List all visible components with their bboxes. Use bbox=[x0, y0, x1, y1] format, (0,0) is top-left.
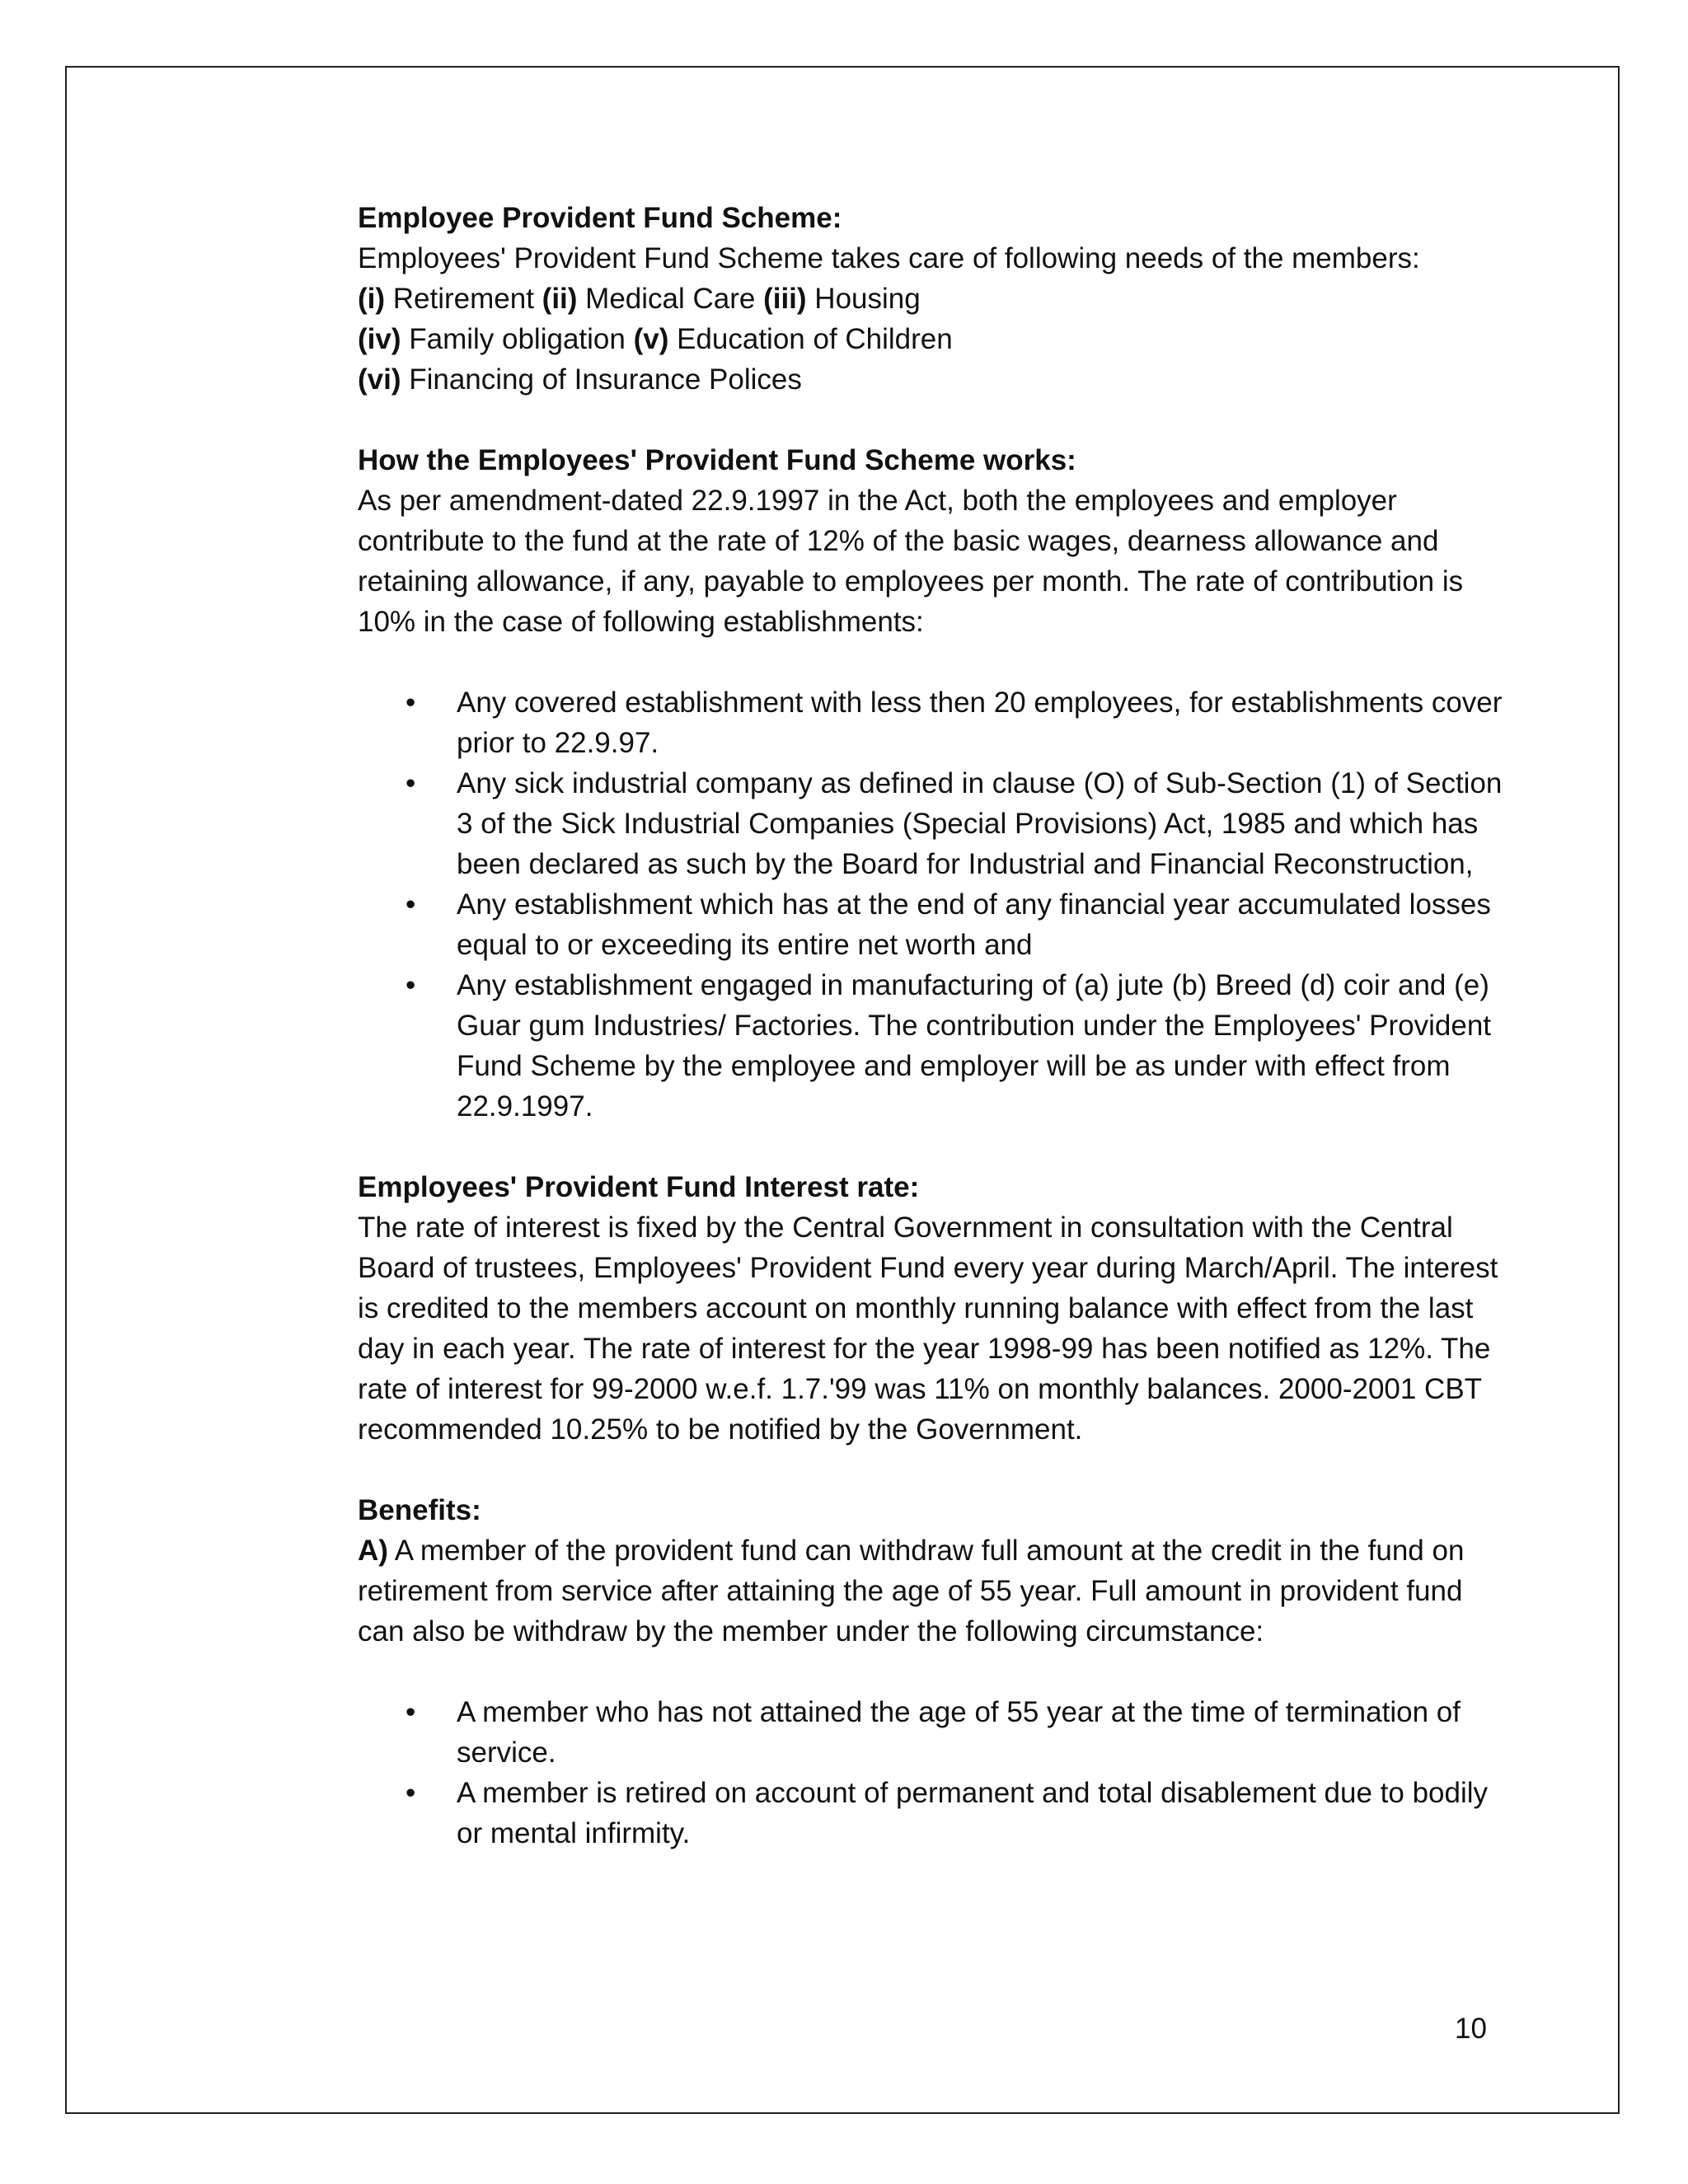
list-item-text: A member who has not attained the age of 55 year at the time of termination of service. bbox=[457, 1696, 1461, 1769]
spacer bbox=[358, 1450, 1503, 1490]
list-item bbox=[406, 682, 1503, 763]
spacer bbox=[358, 642, 1503, 682]
needs-line bbox=[358, 279, 1503, 319]
list-item bbox=[406, 884, 1503, 965]
needs-line bbox=[358, 359, 1503, 400]
list-item bbox=[406, 1773, 1503, 1854]
section-heading-epf-scheme: Employee Provident Fund Scheme: bbox=[358, 202, 842, 234]
bullet-list bbox=[358, 1692, 1503, 1854]
needs-numeral: (ii) bbox=[542, 283, 578, 315]
list-item bbox=[406, 965, 1503, 1127]
bullet-icon: • bbox=[406, 1696, 416, 1728]
needs-item: Education of Children bbox=[668, 323, 953, 355]
list-item-text: Any establishment engaged in manufacturing of (a) jute (b) Breed (d) coir and (e) Guar gum Industries/ Factories. The contribution under the Employees' Provident Fund Scheme by the employee and employer will be as under with effect from 22.9.1997. bbox=[457, 969, 1492, 1122]
benefit-label: A) bbox=[358, 1535, 388, 1567]
section-heading-how-it-works: How the Employees' Provident Fund Scheme works: bbox=[358, 444, 1076, 476]
bullet-list bbox=[358, 682, 1503, 1127]
bullet-icon: • bbox=[406, 687, 416, 719]
needs-numeral: (i) bbox=[358, 283, 386, 315]
section-paragraph bbox=[358, 1530, 1503, 1652]
needs-numeral: (v) bbox=[633, 323, 669, 355]
bullet-icon: • bbox=[406, 1777, 416, 1809]
section-paragraph: As per amendment-dated 22.9.1997 in the Act, both the employees and employer contribute to the fund at the rate of 12% of the basic wages, dearness allowance and retaining allowance, if any, payable to employees per month. The rate of contribution is 10% in the case of following establishments: bbox=[358, 485, 1464, 638]
spacer bbox=[358, 1127, 1503, 1167]
list-item-text: Any covered establishment with less then 20 employees, for establishments cover prior to 22.9.97. bbox=[457, 687, 1503, 759]
needs-line bbox=[358, 319, 1503, 359]
section-heading-interest-rate: Employees' Provident Fund Interest rate: bbox=[358, 1171, 920, 1203]
list-item-text: Any sick industrial company as defined in clause (O) of Sub-Section (1) of Section 3 of the Sick Industrial Companies (Special Provisions) Act, 1985 and which has been declared as such by the Board for Industrial and Financial Reconstruction, bbox=[457, 767, 1503, 880]
needs-item: Medical Care bbox=[577, 283, 764, 315]
list-item-text: A member is retired on account of permanent and total disablement due to bodily or mental infirmity. bbox=[457, 1777, 1489, 1849]
bullet-icon: • bbox=[406, 888, 416, 921]
section-heading-benefits: Benefits: bbox=[358, 1494, 481, 1526]
needs-item: Retirement bbox=[385, 283, 542, 315]
needs-numeral: (vi) bbox=[358, 363, 401, 396]
list-item bbox=[406, 763, 1503, 884]
list-item bbox=[406, 1692, 1503, 1773]
needs-item: Housing bbox=[806, 283, 921, 315]
needs-numeral: (iii) bbox=[763, 283, 807, 315]
page-content bbox=[358, 198, 1503, 1854]
bullet-icon: • bbox=[406, 969, 416, 1001]
needs-numeral: (iv) bbox=[358, 323, 401, 355]
section-intro: Employees' Provident Fund Scheme takes care of following needs of the members: bbox=[358, 242, 1420, 274]
section-paragraph: The rate of interest is fixed by the Central Government in consultation with the Central Board of trustees, Employees' Provident Fund every year during March/April. The interest is credited to the members account on monthly running balance with effect from the last day in each year. The rate of interest for the year 1998-99 has been notified as 12%. The rate of interest for 99-2000 w.e.f. 1.7.'99 was 11% on monthly balances. 2000-2001 CBT recommended 10.25% to be notified by the Government. bbox=[358, 1212, 1498, 1446]
page-number: 10 bbox=[1455, 2013, 1487, 2045]
benefit-text: A member of the provident fund can withdraw full amount at the credit in the fund on retirement from service after attaining the age of 55 year. Full amount in provident fund can also be withdraw by the member under the following circumstance: bbox=[358, 1535, 1465, 1647]
needs-item: Family obligation bbox=[401, 323, 634, 355]
needs-item: Financing of Insurance Polices bbox=[401, 363, 802, 396]
spacer bbox=[358, 400, 1503, 440]
bullet-icon: • bbox=[406, 767, 416, 799]
spacer bbox=[358, 1652, 1503, 1692]
list-item-text: Any establishment which has at the end of any financial year accumulated losses equal to or exceeding its entire net worth and bbox=[457, 888, 1491, 961]
